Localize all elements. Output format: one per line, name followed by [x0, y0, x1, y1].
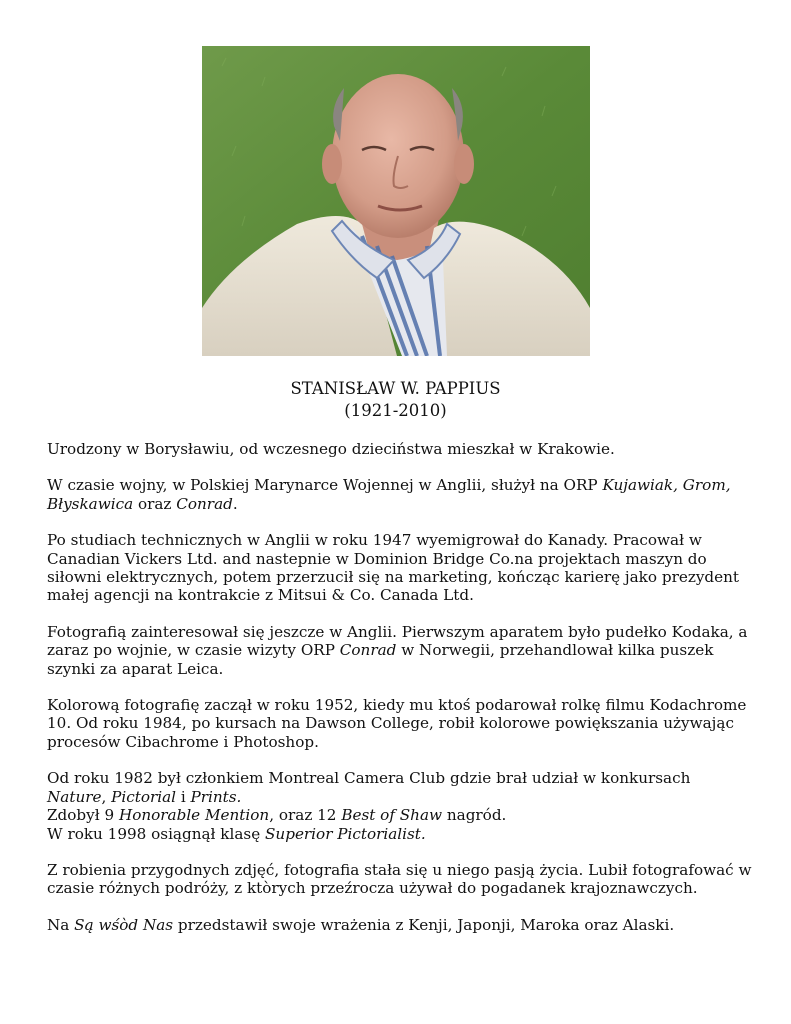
text-line: procesów Cibachrome i Photoshop. — [47, 732, 319, 751]
biography-text — [47, 440, 752, 934]
text-line — [47, 476, 747, 494]
text-line — [47, 641, 747, 659]
ship-name: Conrad — [339, 641, 397, 660]
category-name: Pictorial — [111, 787, 176, 806]
text-segment: W roku 1998 osiągnął klasę — [47, 824, 266, 843]
text-line: czasie różnych podróży, z ktòrych przeźrocza używał do pogadanek krajoznawczych. — [47, 879, 698, 898]
paragraph-photography-start — [47, 623, 747, 678]
text-line — [47, 825, 747, 843]
ship-names: Kujawiak, Grom, — [602, 476, 731, 495]
paragraph-career — [47, 531, 747, 605]
paragraph-war-service — [47, 476, 747, 513]
text-line: małej agencji na kontrakcie z Mitsui & Co. Canada Ltd. — [47, 586, 474, 605]
text-segment: przedstawił swoje wrażenia z Kenji, Japonji, Maroka oraz Alaski. — [173, 915, 675, 934]
text-line: siłowni elektrycznych, potem przerzucił się na marketing, kończąc karierę jako prezydent — [47, 568, 739, 587]
event-name: Są wśòd Nas — [74, 915, 174, 934]
text-segment: w Norwegii, przehandlował kilka puszek — [396, 641, 714, 660]
class-name: Superior Pictorialist. — [265, 824, 426, 843]
text-line: szynki za aparat Leica. — [47, 659, 224, 678]
text-line: Z robienia przygodnych zdjęć, fotografia stała się u niego pasją życia. Lubił fotografować w — [47, 860, 752, 879]
category-name: Nature — [47, 787, 102, 806]
person-name: STANISŁAW W. PAPPIUS — [290, 379, 501, 398]
text-segment: oraz — [133, 494, 177, 513]
paragraph-camera-club — [47, 769, 747, 843]
portrait-photo — [202, 46, 590, 356]
text-line — [47, 806, 747, 824]
text-line: 10. Od roku 1984, po kursach na Dawson College, robił kolorowe powiększania używając — [47, 714, 734, 733]
paragraph-color-photography — [47, 696, 747, 751]
text-line: Od roku 1982 był członkiem Montreal Camera Club gdzie brał udział w konkursach — [47, 769, 691, 788]
ship-name: Conrad — [176, 494, 233, 513]
text-line — [47, 916, 747, 934]
text-segment: Zdobył 9 — [47, 806, 119, 825]
title-block — [0, 378, 791, 422]
life-years: (1921-2010) — [344, 401, 447, 420]
award-name: Best of Shaw — [341, 806, 443, 825]
text-segment: Na — [47, 915, 75, 934]
text-line: Urodzony w Borysławiu, od wczesnego dzieciństwa mieszkał w Krakowie. — [47, 440, 615, 458]
text-line: Canadian Vickers Ltd. and nastepnie w Dominion Bridge Co.na projektach maszyn do — [47, 549, 707, 568]
text-segment: i — [176, 787, 191, 806]
text-line: Po studiach technicznych w Anglii w roku 1947 wyemigrował do Kanady. Pracował w — [47, 531, 702, 550]
text-segment: zaraz po wojnie, w czasie wizyty ORP — [47, 641, 340, 660]
ship-name: Błyskawica — [47, 494, 134, 513]
text-segment: . — [232, 494, 238, 513]
text-segment: , oraz 12 — [269, 806, 342, 825]
text-line: Kolorową fotografię zaczął w roku 1952, kiedy mu ktoś podarował rolkę filmu Kodachrome — [47, 696, 747, 715]
paragraph-birth — [47, 440, 747, 458]
paragraph-presentation — [47, 916, 747, 934]
paragraph-passion — [47, 860, 752, 898]
text-line — [47, 788, 747, 806]
category-name: Prints. — [190, 787, 242, 806]
text-segment: , — [101, 787, 112, 806]
text-line — [47, 495, 747, 513]
text-segment: W czasie wojny, w Polskiej Marynarce Wojennej w Anglii, służył na ORP — [47, 476, 603, 495]
text-segment: nagród. — [442, 806, 507, 825]
text-line: Fotografią zainteresował się jeszcze w Anglii. Pierwszym aparatem było pudełko Kodaka, a — [47, 622, 748, 641]
award-name: Honorable Mention — [118, 806, 270, 825]
